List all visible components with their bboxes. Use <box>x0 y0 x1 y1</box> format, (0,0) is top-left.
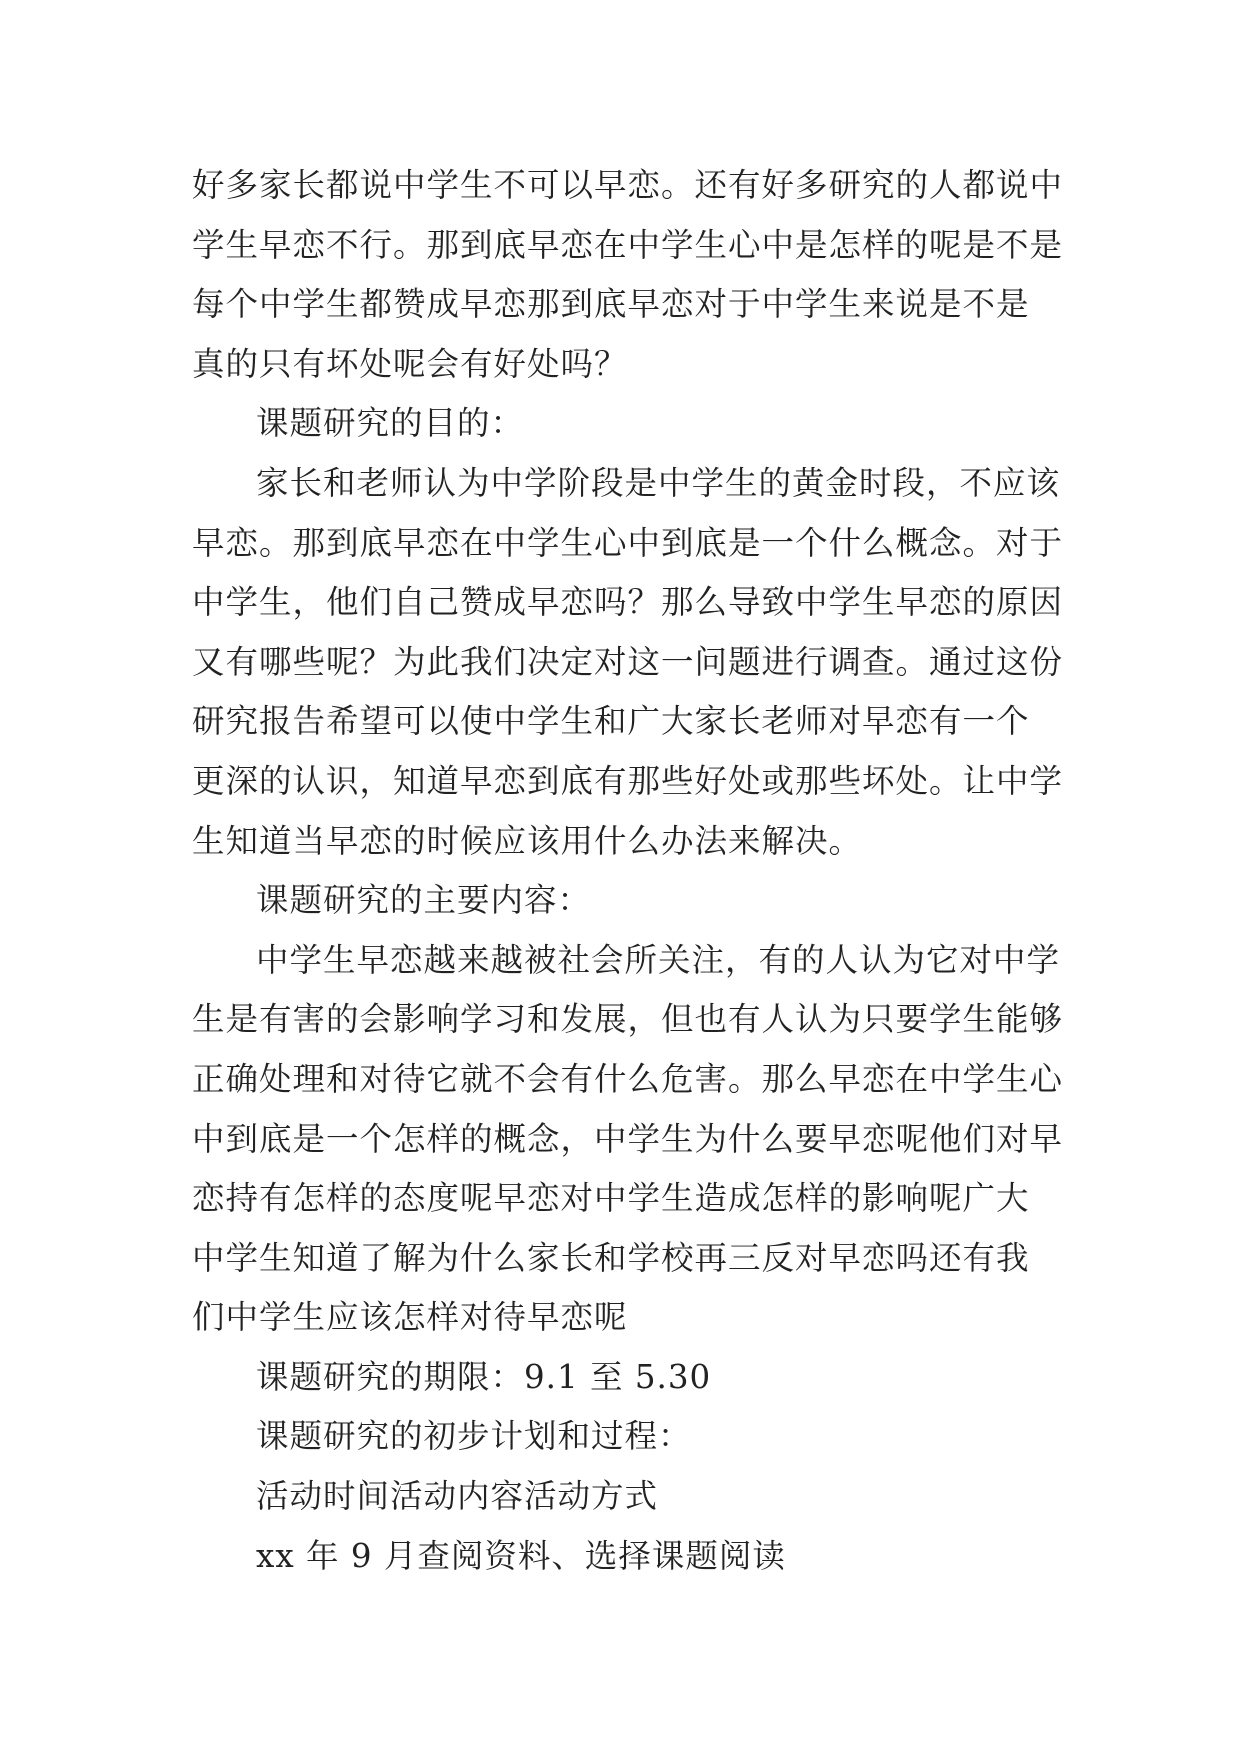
text-line: 中学生，他们自己赞成早恋吗？那么导致中学生早恋的原因 <box>192 583 1064 622</box>
text-line: 研究报告希望可以使中学生和广大家长老师对早恋有一个 <box>192 702 1030 741</box>
section-heading-plan: 课题研究的初步计划和过程： <box>256 1417 692 1456</box>
text-line: 们中学生应该怎样对待早恋呢 <box>192 1298 628 1337</box>
document-body <box>192 156 1062 1586</box>
text-line: 每个中学生都赞成早恋那到底早恋对于中学生来说是不是 <box>192 285 1030 324</box>
text-line: 中学生知道了解为什么家长和学校再三反对早恋吗还有我 <box>192 1238 1030 1277</box>
text-line: 家长和老师认为中学阶段是中学生的黄金时段，不应该 <box>256 463 1061 502</box>
text-line: 好多家长都说中学生不可以早恋。还有好多研究的人都说中 <box>192 166 1064 204</box>
text-line: 更深的认识，知道早恋到底有那些好处或那些坏处。让中学 <box>192 761 1064 800</box>
plan-table-row: xx 年 9 月查阅资料、选择课题阅读 <box>256 1536 786 1575</box>
section-heading-period: 课题研究的期限：9.1 至 5.30 <box>256 1357 712 1396</box>
text-line: 早恋。那到底早恋在中学生心中到底是一个什么概念。对于 <box>192 523 1064 562</box>
text-line: 中学生早恋越来越被社会所关注，有的人认为它对中学 <box>256 940 1061 979</box>
section-heading-purpose: 课题研究的目的： <box>256 404 525 443</box>
section-heading-content: 课题研究的主要内容： <box>256 881 592 920</box>
text-line: 生知道当早恋的时候应该用什么办法来解决。 <box>192 821 863 860</box>
text-line: 恋持有怎样的态度呢早恋对中学生造成怎样的影响呢广大 <box>192 1179 1030 1218</box>
text-line: 生是有害的会影响学习和发展，但也有人认为只要学生能够 <box>192 1000 1064 1039</box>
text-line: 中到底是一个怎样的概念，中学生为什么要早恋呢他们对早 <box>192 1119 1064 1158</box>
text-line: 又有哪些呢？为此我们决定对这一问题进行调查。通过这份 <box>192 642 1064 681</box>
plan-table-header: 活动时间活动内容活动方式 <box>256 1477 659 1516</box>
text-line: 正确处理和对待它就不会有什么危害。那么早恋在中学生心 <box>192 1059 1064 1098</box>
text-line: 真的只有坏处呢会有好处吗？ <box>192 344 628 383</box>
text-line: 学生早恋不行。那到底早恋在中学生心中是怎样的呢是不是 <box>192 225 1064 264</box>
